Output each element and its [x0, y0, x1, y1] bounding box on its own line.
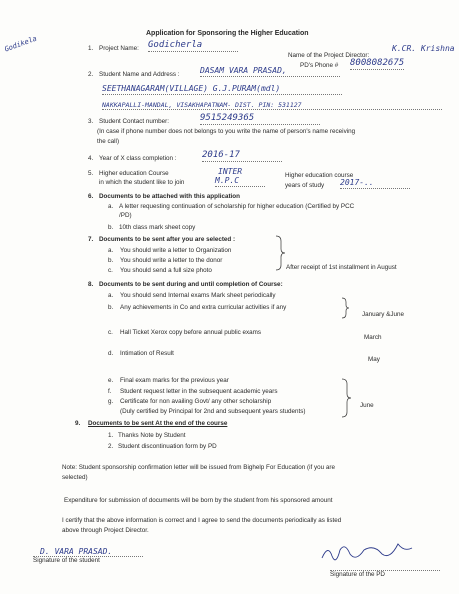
doc8-c-letter: c. [108, 329, 113, 336]
doc8-g-cont: (Duly certified by Principal for 2nd and subsequent years students) [120, 408, 306, 415]
brace-8a [342, 298, 349, 318]
pd-phone-label: PD's Phone # [300, 62, 339, 69]
doc8-e-letter: e. [108, 377, 114, 384]
item-5-num: 5. [88, 170, 94, 177]
docs-attached-heading: Documents to be attached with this application [99, 193, 240, 200]
years-label-2: years of study [285, 182, 325, 189]
address-line-1: SEETHANAGARAM(VILLAGE) G.J.PURAM(mdl) [102, 84, 342, 95]
doc8-c-text: Hall Ticket Xerox copy before annual public exams [120, 329, 262, 336]
year-x-label: Year of X class completion : [99, 155, 177, 162]
month-june: June [360, 402, 374, 409]
page-title: Application for Sponsoring the Higher Education [146, 30, 309, 37]
brace-7 [276, 236, 285, 270]
doc7-a-text: You should write a letter to Organization [120, 247, 232, 254]
doc8-d-text: Intimation of Result [120, 350, 174, 357]
years-label-1: Higher education course [285, 172, 354, 179]
doc8-b-text: Any achievements in Co and extra curricular activities if any [120, 304, 287, 311]
doc8-d-letter: d. [108, 350, 114, 357]
expenditure-line: Expenditure for submission of documents will be born by the student from his sponsored amount [64, 497, 333, 504]
doc6-b-text: 10th class mark sheet copy [119, 224, 196, 231]
item-8-num: 8. [88, 281, 94, 288]
contact-note-1: (In case if phone number does not belongs to you write the name of person's name receiving [97, 128, 356, 135]
item-4-num: 4. [88, 155, 94, 162]
item-9-num: 9. [75, 420, 81, 427]
certify-line-1: I certify that the above information is correct and I agree to send the documents periodically as listed [62, 517, 342, 524]
doc8-e-text: Final exam marks for the previous year [120, 377, 229, 384]
doc9-1-num: 1. [108, 432, 114, 439]
brace-8e [342, 379, 351, 417]
project-name-label: Project Name: [99, 45, 139, 52]
month-march: March [364, 334, 382, 341]
doc8-g-text: Certificate for non availing Govt/ any other scholarship [120, 398, 272, 405]
doc7-c-letter: c. [108, 267, 113, 274]
month-jan-june: January &June [362, 311, 405, 318]
student-signature: D. VARA PRASAD. [40, 547, 113, 556]
student-name-label: Student Name and Address : [99, 71, 180, 78]
project-director-value: K.CR. Krishna [392, 44, 455, 53]
docs-after-heading: Documents to be sent after you are selected : [99, 236, 236, 243]
margin-note: Godikela [3, 34, 38, 54]
doc8-g-letter: g. [108, 398, 114, 405]
doc7-b-text: You should write a letter to the donor [120, 257, 223, 264]
installment-note: After receipt of 1st installment in August [286, 264, 397, 271]
course-value-2: M.P.C [215, 176, 265, 187]
student-signature-label: Signature of the student [33, 556, 143, 565]
project-director-label: Name of the Project Director: [288, 52, 370, 59]
item-3-num: 3. [88, 118, 94, 125]
doc7-b-letter: b. [108, 257, 114, 264]
doc9-2-text: Student discontinuation form by PD [118, 443, 217, 450]
doc7-c-text: You should send a full size photo [120, 267, 212, 274]
pd-phone-value: 8008082675 [350, 58, 404, 70]
project-name-value: Godicherla [148, 40, 238, 52]
doc7-a-letter: a. [108, 247, 114, 254]
year-x-value: 2016-17 [202, 150, 282, 162]
doc6-a-text: A letter requesting continuation of scholarship for higher education (Certified by PCC [119, 203, 355, 210]
month-may: May [368, 356, 380, 363]
pd-signature-label: Signature of the PD [330, 570, 440, 579]
address-line-2: NAKKAPALLI-MANDAL, VISAKHAPATNAM- DIST. PIN: 531127 [102, 101, 442, 110]
certify-line-2: above through Project Director. [62, 527, 149, 534]
docs-end-heading: Documents to be sent At the end of the course [88, 420, 228, 427]
contact-note-2: the call) [97, 138, 120, 145]
course-label-2: in which the student like to join [99, 179, 185, 186]
doc8-a-letter: a. [108, 292, 114, 299]
student-name-value: DASAM VARA PRASAD, [200, 66, 340, 77]
student-contact-value: 9515249365 [200, 113, 320, 125]
years-value: 2017-.. [340, 178, 410, 189]
doc8-f-letter: f. [108, 388, 112, 395]
item-1-num: 1. [88, 45, 94, 52]
doc9-2-num: 2. [108, 443, 114, 450]
doc8-f-text: Student request letter in the subsequent academic years [120, 388, 278, 395]
doc6-a-cont: /PD) [119, 212, 132, 219]
doc9-1-text: Thanks Note by Student [118, 432, 186, 439]
note-line-2: selected) [62, 474, 88, 481]
doc8-b-letter: b. [108, 304, 114, 311]
course-value-1: INTER [218, 167, 243, 176]
docs-during-heading: Documents to be sent during and until completion of Course: [99, 281, 283, 288]
doc6-a-letter: a. [108, 203, 114, 210]
doc8-a-text: You should send Internal exams Mark sheet periodically [120, 292, 276, 299]
item-7-num: 7. [88, 236, 94, 243]
student-contact-label: Student Contact number: [99, 118, 170, 125]
doc6-b-letter: b. [108, 224, 114, 231]
item-2-num: 2. [88, 71, 94, 78]
course-label-1: Higher education Course [99, 170, 169, 177]
note-line-1: Note: Student sponsorship confirmation letter will be issued from Bighelp For Education (if you are [62, 464, 336, 471]
item-6-num: 6. [88, 193, 94, 200]
